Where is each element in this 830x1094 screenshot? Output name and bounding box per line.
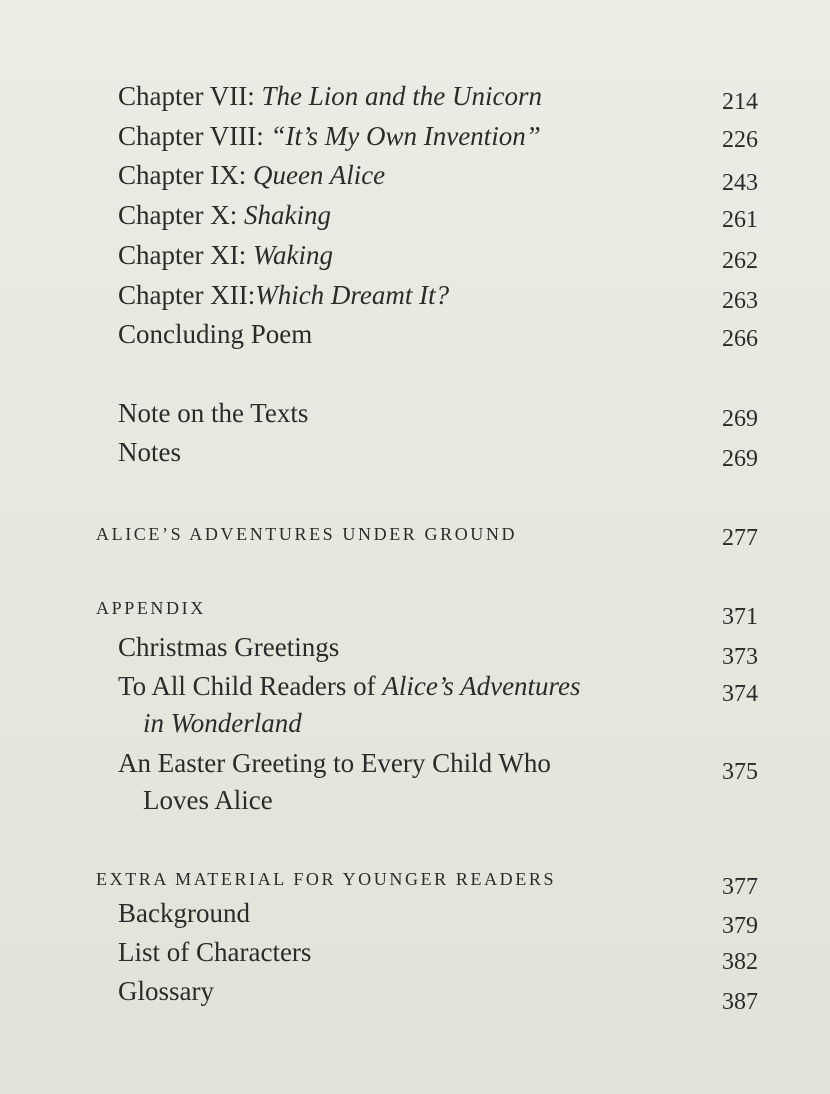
entry-title: “It’s My Own Invention” — [270, 121, 541, 151]
entry-prefix: Chapter VIII: — [118, 121, 271, 151]
section-heading-under-ground: ALICE’S ADVENTURES UNDER GROUND — [96, 524, 518, 544]
page-number: 373 — [722, 644, 758, 670]
page-number: 262 — [722, 248, 758, 274]
page-number: 379 — [722, 913, 758, 939]
toc-entry-chapter-11 — [118, 239, 333, 271]
entry-prefix: Chapter XI: — [118, 240, 253, 270]
page-number: 371 — [722, 604, 758, 630]
toc-entry-concluding-poem: Concluding Poem — [118, 319, 313, 349]
page-number: 374 — [722, 681, 758, 707]
entry-title: Waking — [252, 240, 333, 270]
toc-entry-continuation — [143, 707, 302, 739]
entry-title-continued: in Wonderland — [143, 708, 302, 738]
page-number: 277 — [722, 525, 758, 551]
entry-prefix: Chapter IX: — [118, 160, 253, 190]
page-number: 261 — [722, 207, 758, 233]
toc-entry-chapter-7 — [118, 80, 542, 112]
entry-title: Which Dreamt It? — [255, 280, 450, 310]
toc-entry-chapter-12 — [118, 279, 449, 311]
toc-entry-continuation: Loves Alice — [143, 785, 273, 815]
toc-entry-list-of-characters: List of Characters — [118, 937, 312, 967]
page-number: 375 — [722, 759, 758, 785]
entry-prefix: Chapter XII: — [118, 280, 256, 310]
section-heading-extra-material: EXTRA MATERIAL FOR YOUNGER READERS — [96, 869, 557, 889]
page-number: 382 — [722, 949, 758, 975]
page-number: 269 — [722, 406, 758, 432]
page-number: 214 — [722, 89, 758, 115]
entry-title: Alice’s Adventures — [382, 671, 581, 701]
toc-entry-background: Background — [118, 898, 250, 928]
entry-prefix: Chapter VII: — [118, 81, 262, 111]
entry-prefix: To All Child Readers of — [118, 671, 383, 701]
toc-entry-easter-greeting: An Easter Greeting to Every Child Who — [118, 748, 551, 778]
page-number: 266 — [722, 326, 758, 352]
toc-entry-glossary: Glossary — [118, 976, 214, 1006]
section-heading-appendix: APPENDIX — [96, 598, 206, 618]
page-number: 226 — [722, 127, 758, 153]
entry-prefix: Chapter X: — [118, 200, 244, 230]
toc-entry-note-on-texts: Note on the Texts — [118, 398, 309, 428]
toc-entry-chapter-8 — [118, 120, 541, 152]
entry-title: Queen Alice — [252, 160, 386, 190]
page-number: 269 — [722, 446, 758, 472]
page-number: 387 — [722, 989, 758, 1015]
toc-entry-notes: Notes — [118, 437, 181, 467]
entry-title: The Lion and the Unicorn — [261, 81, 542, 111]
toc-entry-child-readers — [118, 670, 581, 702]
toc-entry-chapter-10 — [118, 199, 331, 231]
page-number: 243 — [722, 170, 758, 196]
page-number: 377 — [722, 874, 758, 900]
toc-entry-christmas-greetings: Christmas Greetings — [118, 632, 340, 662]
entry-title: Shaking — [243, 200, 331, 230]
page-number: 263 — [722, 288, 758, 314]
toc-entry-chapter-9 — [118, 159, 385, 191]
